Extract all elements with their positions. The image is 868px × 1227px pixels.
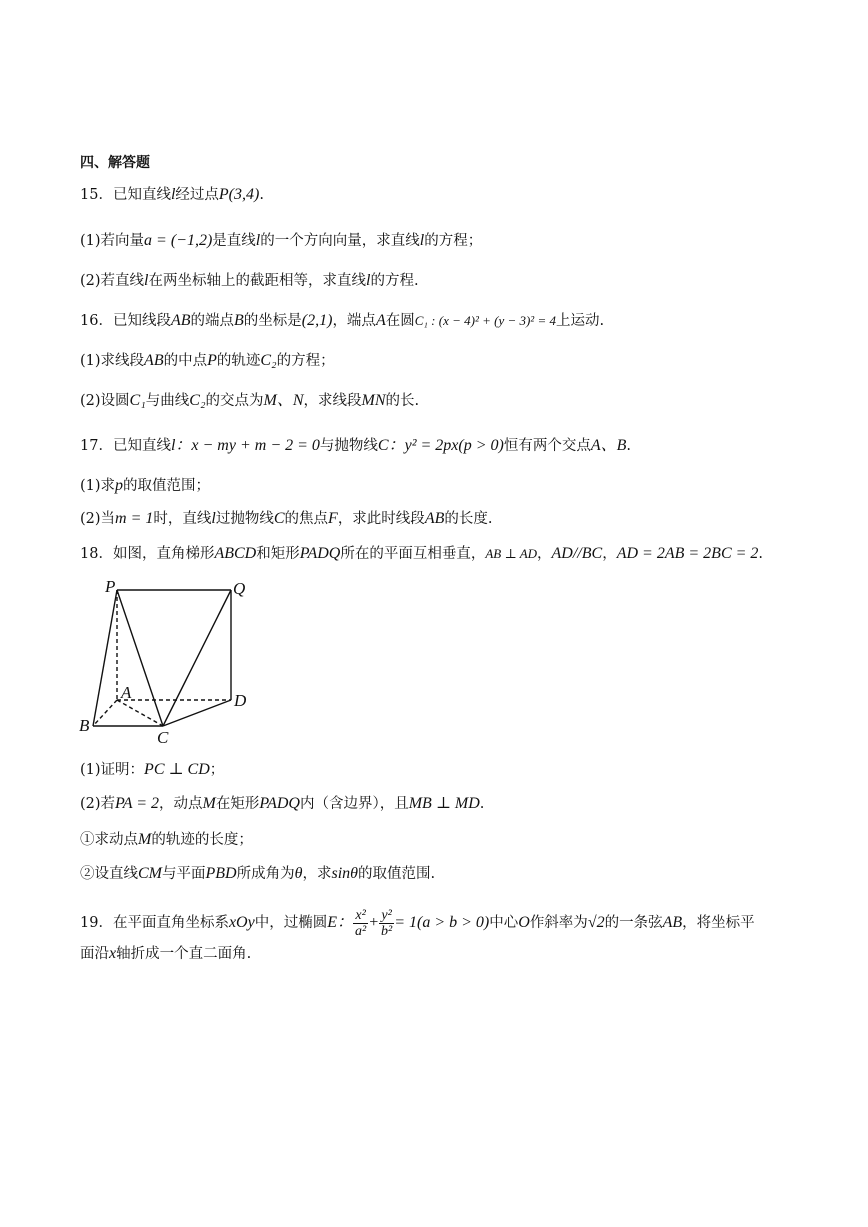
label-C: C [157, 728, 169, 747]
prism-diagram [75, 578, 250, 748]
problem-19-line-2: 面沿x轴折成一个直二面角. [80, 945, 252, 962]
label-A: A [121, 683, 132, 702]
problem-16-part-2: (2)设圆C₁与曲线C₂的交点为M、N，求线段MN的长. [80, 392, 420, 409]
fraction-x2-a2: $\frac{\text{x²}}{\text{a²}}$ [355, 907, 367, 939]
label-Q: Q [233, 579, 246, 598]
label-D: D [234, 691, 247, 710]
problem-15-part-2: (2)若直线l在两坐标轴上的截距相等，求直线l的方程. [80, 272, 419, 289]
problem-15-stem: 15．已知直线l经过点P(3,4). [80, 186, 264, 203]
problem-18-subpart-2: ②设直线CM与平面PBD所成角为θ，求sinθ的取值范围. [80, 865, 436, 882]
section-heading: 四、解答题 [80, 155, 150, 171]
problem-17-part-2: (2)当m = 1时，直线l过抛物线C的焦点F，求此时线段AB的长度. [80, 510, 493, 527]
problem-19-stem: 19．在平面直角坐标系xOy中，过椭圆E： $\frac{\text{x²}}{\text{a²}}$ + $\frac{\text{y²}}{\text{b²}}$ = 1(a > b > 0)中心O作斜率为√2的一条弦AB，将坐标平 [80, 907, 755, 939]
label-P: P [105, 578, 116, 596]
problem-17-stem: 17．已知直线l：x − my + m − 2 = 0与抛物线C：y² = 2px(p > 0)恒有两个交点A、B. [80, 437, 632, 454]
edge-CD [163, 700, 231, 726]
fraction-y2-b2: $\frac{\text{y²}}{\text{b²}}$ [381, 907, 393, 939]
problem-15-part-1: (1)若向量a = (−1,2)是直线l的一个方向向量，求直线l的方程； [80, 232, 483, 249]
edge-PC [117, 590, 163, 726]
problem-16-part-1: (1)求线段AB的中点P的轨迹C₂的方程； [80, 352, 335, 369]
problem-16-stem: 16．已知线段AB的端点B的坐标是(2,1)，端点A在圆C₁ : (x − 4)² + (y − 3)² = 4上运动. [80, 312, 605, 329]
problem-18-subpart-1: ①求动点M的轨迹的长度； [80, 831, 253, 848]
geometry-figure [75, 578, 250, 748]
problem-18-part-2: (2)若PA = 2，动点M在矩形PADQ内（含边界），且MB ⊥ MD. [80, 795, 485, 812]
label-B: B [79, 716, 90, 735]
problem-18-part-1: (1)证明：PC ⊥ CD； [80, 761, 225, 778]
edge-QC [163, 590, 231, 726]
edge-PB [93, 590, 117, 726]
problem-18-stem: 18．如图，直角梯形ABCD和矩形PADQ所在的平面互相垂直，AB ⊥ AD，AD//BC，AD = 2AB = 2BC = 2. [80, 545, 764, 562]
problem-17-part-1: (1)求p的取值范围； [80, 477, 211, 494]
